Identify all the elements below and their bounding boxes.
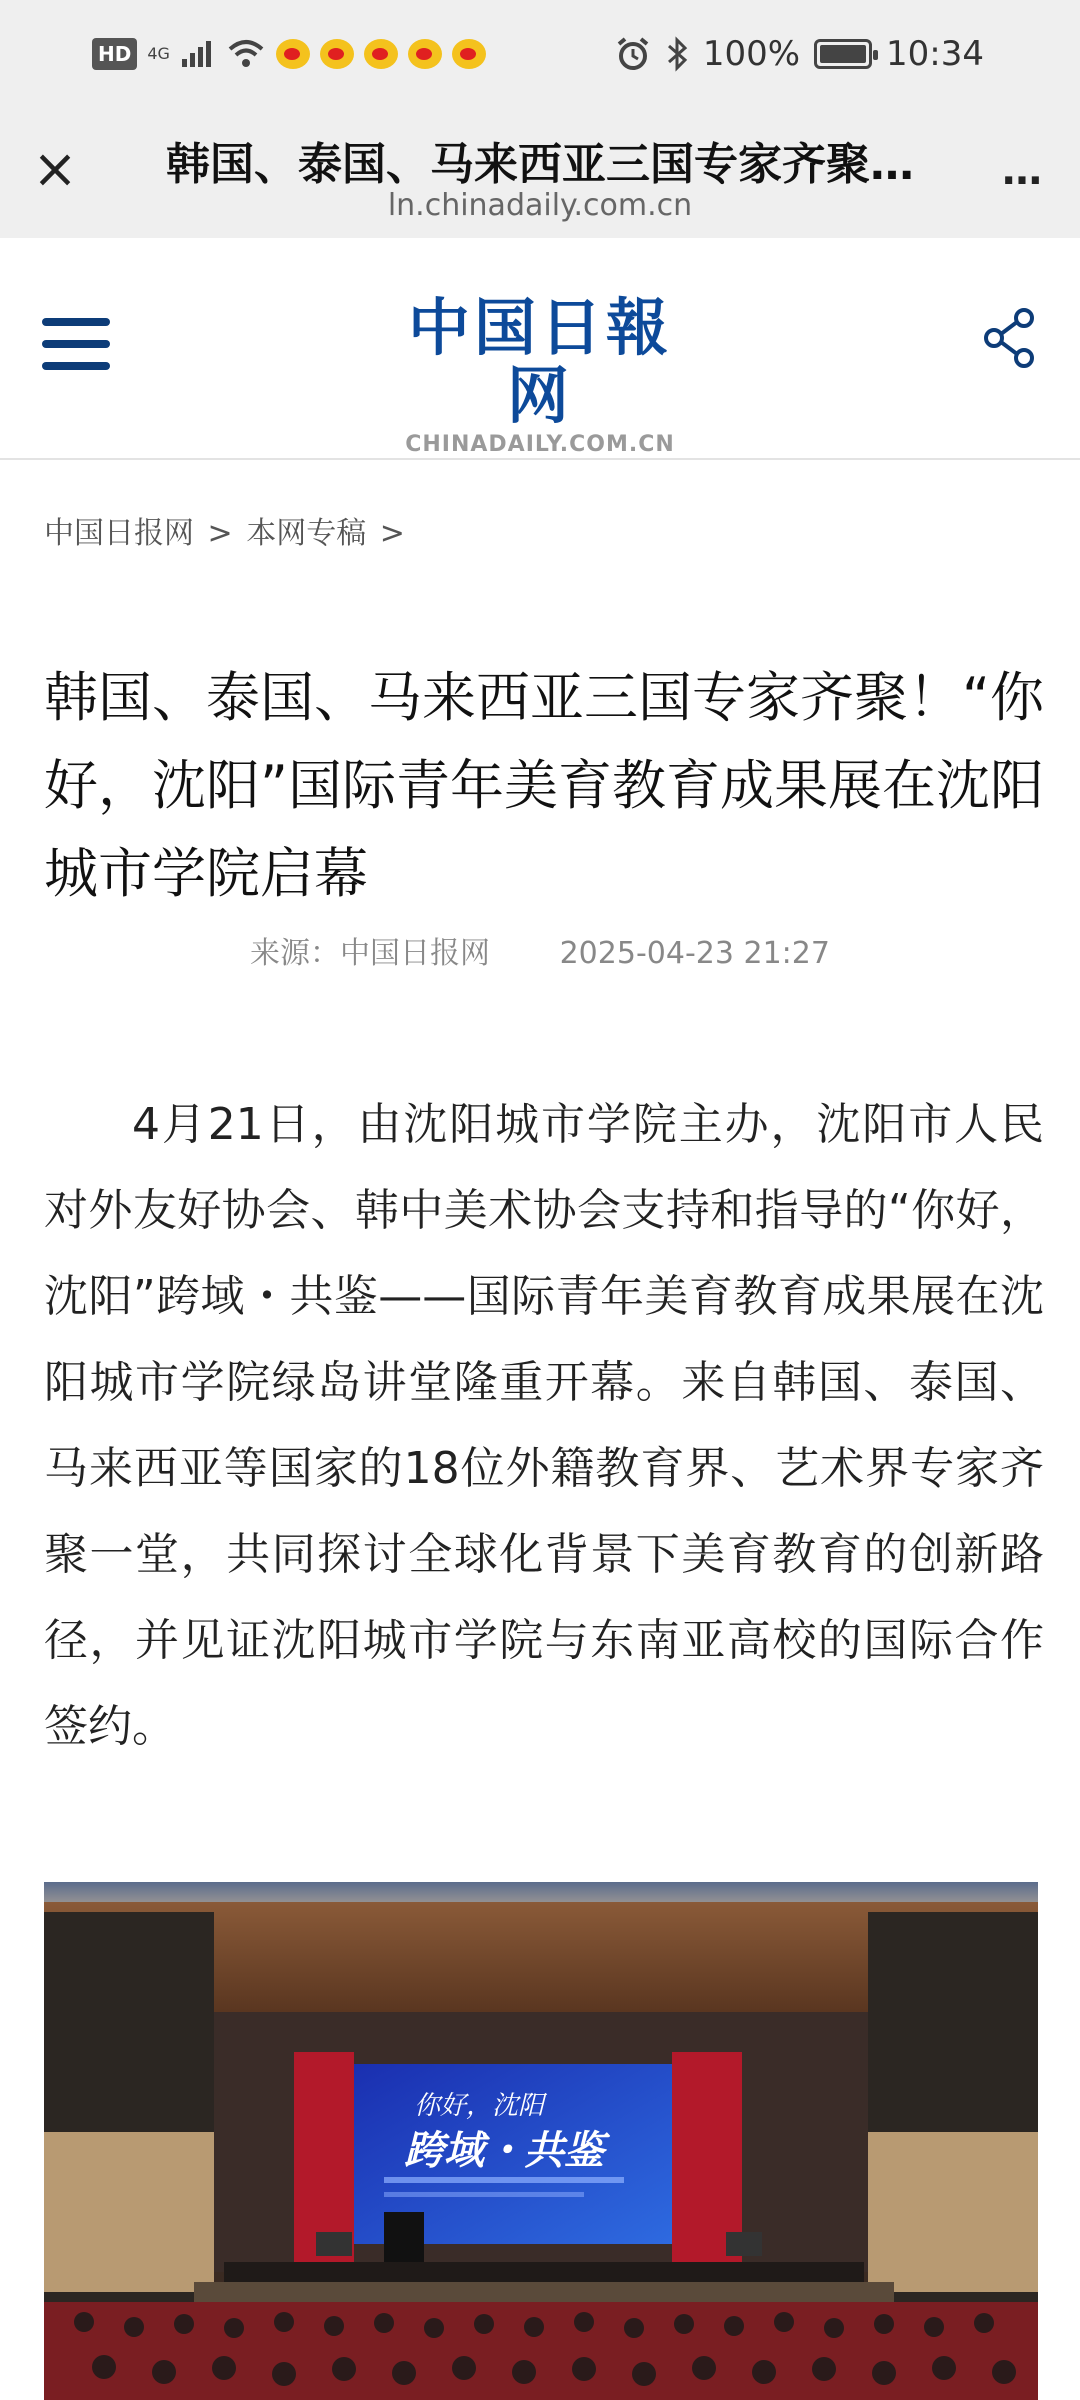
status-bar-left [92,34,486,74]
article-photo[interactable] [44,1882,1038,2400]
network-type: 4G [147,44,170,63]
weibo-icon [452,39,486,69]
article-meta [0,928,1080,972]
breadcrumb-link-section[interactable]: 本网专稿 [246,516,367,551]
page-title: 韩国、泰国、马来西亚三国专家齐聚… [166,139,914,190]
more-menu-icon[interactable]: … [1002,148,1044,194]
battery-icon [814,39,872,69]
clock: 10:34 [886,34,984,74]
hamburger-menu-icon[interactable] [42,318,110,370]
weibo-icon [364,39,398,69]
breadcrumb-separator: > [207,516,233,551]
article-source: 来源：中国日报网 [250,936,491,971]
logo-chinese: 中国日報网 [407,291,672,432]
wifi-icon [226,39,266,69]
signal-icon [180,39,216,69]
browser-title-bar [0,108,1080,238]
site-header [0,238,1080,460]
status-bar-right [615,32,984,76]
weibo-icon [320,39,354,69]
weibo-icon [408,39,442,69]
article-headline: 韩国、泰国、马来西亚三国专家齐聚！“你好，沈阳”国际青年美育教育成果展在沈阳城市学院启幕 [44,666,1044,905]
share-icon[interactable] [980,306,1040,370]
auditorium-illustration [44,1882,1038,2400]
article-paragraph: 4月21日，由沈阳城市学院主办，沈阳市人民对外友好协会、韩中美术协会支持和指导的“你好，沈阳”跨域・共鉴——国际青年美育教育成果展在沈阳城市学院绿岛讲堂隆重开幕。来自韩国、泰国、马来西亚等国家的18位外籍教育界、艺术界专家齐聚一堂，共同探讨全球化背景下美育教育的创新路径，并见证沈阳城市学院与东南亚高校的国际合作签约。 [44,1099,1044,1752]
screen-text-hello: 你好，沈阳 [414,2090,545,2120]
close-icon[interactable]: × [32,137,78,200]
screen-text-crossdomain: 跨域・共鉴 [404,2129,604,2173]
logo-english: CHINADAILY.COM.CN [405,432,675,457]
site-logo[interactable] [390,291,690,457]
weibo-icon [276,39,310,69]
status-bar [0,0,1080,108]
page-url: ln.chinadaily.com.cn [387,188,693,223]
bluetooth-icon [665,36,689,72]
breadcrumb-link-home[interactable]: 中国日报网 [44,516,194,551]
alarm-icon [615,36,651,72]
breadcrumb [44,508,409,552]
article-date: 2025-04-23 21:27 [559,936,830,971]
breadcrumb-separator: > [379,516,405,551]
hd-badge: HD [92,38,137,70]
battery-percent: 100% [702,34,801,74]
